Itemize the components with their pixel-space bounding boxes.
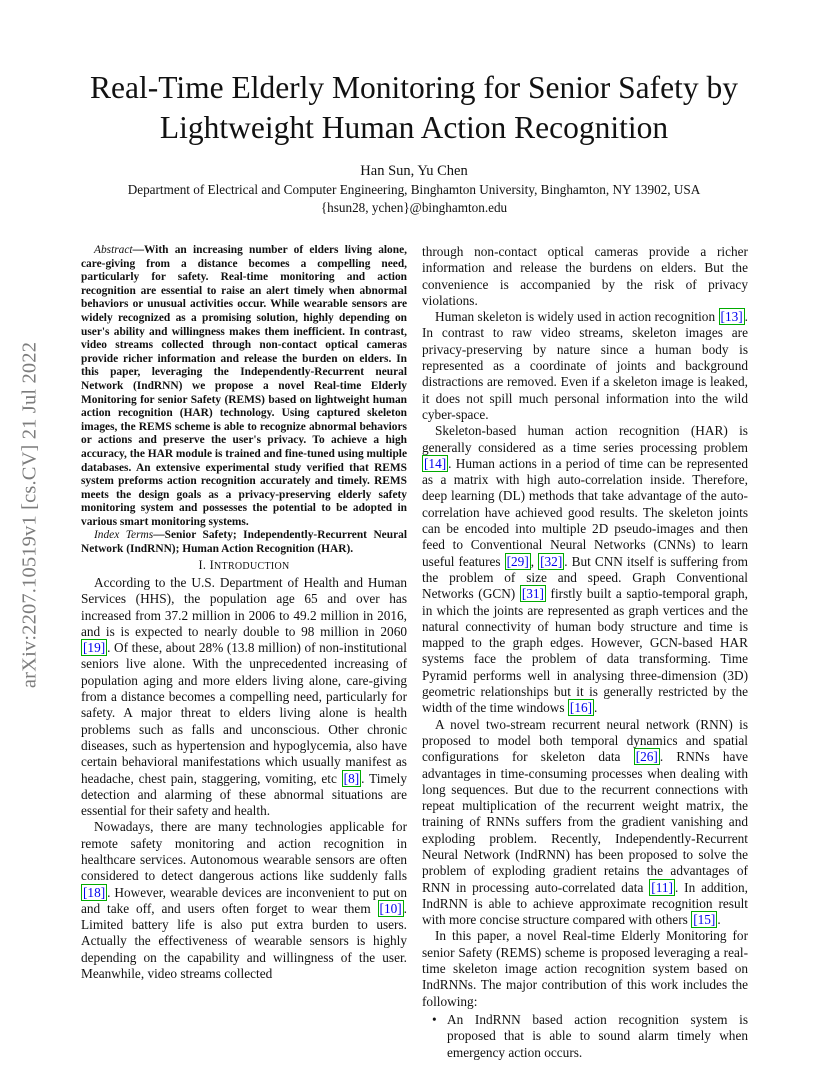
section-number: I.	[198, 557, 207, 572]
citation-link[interactable]: [8]	[343, 770, 360, 786]
authors: Han Sun, Yu Chen	[360, 163, 468, 179]
index-terms-text: —Senior Safety; Independently-Recurrent Neural Network (IndRNN); Human Action Recognition (HAR).	[81, 529, 407, 556]
section-heading	[81, 557, 407, 575]
citation-link[interactable]: [10]	[379, 900, 402, 916]
text-run: . RNNs have advantages in time-consuming processes when dealing with long sequences. But due to the recurrent connections with repeat multiplication of the recurrent weight matrix, the training of RNNs suffers from the gradient vanishing and exploding problem. Recently, Independently-Recurrent Neural Network (IndRNN) has been proposed to solve the problem of exploding gradient retains the advantages of RNN in processing auto-correlated data	[422, 749, 748, 895]
intro-paragraph-continued: through non-contact optical cameras provide a richer information and release the burdens on elders. But the convenience is accompanied by the risk of privacy violations.	[422, 244, 748, 308]
index-terms-label: Index Terms	[94, 529, 154, 542]
arxiv-stamp	[8, 300, 52, 730]
text-run: Nowadays, there are many technologies applicable for remote safety monitoring and action recognition in healthcare services. Autonomous wearable sensors are often considered to detect dangerous actions like suddenly falls	[81, 819, 407, 884]
text-run: .	[594, 700, 598, 716]
text-run: .	[717, 912, 721, 928]
text-run: . But CNN itself is suffering from the problem of size and speed. Graph Conventional Networks (GCN)	[422, 553, 748, 602]
list-item: • An IndRNN based action recognition system is proposed that is able to sound alarm timely when emergency action occurs.	[447, 1012, 748, 1061]
affiliation-block	[0, 181, 828, 217]
citation-link[interactable]: [26]	[635, 749, 658, 765]
right-column	[422, 244, 748, 1061]
citation-link[interactable]: [13]	[720, 309, 743, 325]
citation-link[interactable]: [31]	[521, 586, 544, 602]
text-run: . In contrast to raw video streams, skeleton images are privacy-preserving by nature since a human body is represented as a coordinate of joints and background distractions are removed. Even if a skeleton image is leaked, it does not spill much personal information into the wild cyber-space.	[422, 309, 748, 422]
contribution-list	[422, 1012, 748, 1061]
intro-paragraph-3	[422, 309, 748, 423]
text-run: ,	[530, 553, 539, 569]
paper-title: Real-Time Elderly Monitoring for Senior Safety by Lightweight Human Action Recognition	[90, 70, 738, 145]
index-terms	[81, 529, 407, 556]
citation-link[interactable]: [32]	[540, 553, 563, 569]
intro-paragraph-5	[422, 717, 748, 929]
text-run: Skeleton-based human action recognition (HAR) is generally considered as a time series processing problem	[422, 423, 748, 455]
text-run: A novel two-stream recurrent neural network (RNN) is proposed to model both temporal dynamics and spatial configurations for skeleton data	[422, 716, 748, 765]
citation-link[interactable]: [18]	[83, 884, 106, 900]
abstract	[81, 244, 407, 529]
affiliation: Department of Electrical and Computer Engineering, Binghamton University, Binghamton, NY 13902, USA	[127, 182, 701, 197]
text-run: . In addition, IndRNN is able to achieve approximate recognition result with more concise structure compared with others	[422, 879, 749, 928]
intro-paragraph-4	[422, 423, 748, 716]
intro-paragraph-2	[81, 819, 407, 982]
text-run: . However, wearable devices are inconvenient to put on and take off, and users often forget to wear them	[81, 884, 407, 916]
citation-link[interactable]: [29]	[506, 553, 529, 569]
left-column	[81, 244, 407, 982]
citation-link[interactable]: [15]	[693, 912, 716, 928]
citation-link[interactable]: [16]	[569, 700, 593, 716]
email: {hsun28, ychen}@binghamton.edu	[320, 200, 508, 215]
section-title: INTRODUCTION	[209, 557, 290, 572]
citation-link[interactable]: [11]	[651, 879, 673, 895]
intro-paragraph-1	[81, 575, 407, 819]
abstract-label: Abstract	[94, 244, 133, 256]
arxiv-stamp-text: arXiv:2207.10519v1 [cs.CV] 21 Jul 2022	[18, 341, 41, 689]
citation-link[interactable]: [14]	[424, 455, 447, 471]
abstract-text: —With an increasing number of elders living alone, care-giving from a distance becomes a compelling need, particularly for safety. Real-time monitoring and action recognition are essential to raise an alert timely when abnormal behaviors or unusual activities occur. While wearable sensors are widely recognized as a promising solution, highly depending on user's ability and willingness makes them inefficient. In contrast, video streams collected through non-contact optical cameras provide richer information and release the burden on elders. In this paper, leveraging the Independently-Recurrent neural Network (IndRNN) we propose a novel Real-time Elderly Monitoring for senior Safety (REMS) based on lightweight human action recognition (HAR) technology. Using captured skeleton images, the REMS scheme is able to recognize abnormal behaviors or actions and preserve the user's privacy. To achieve a high accuracy, the HAR module is trained and fine-tuned using multiple databases. An extensive experimental study verified that REMS system preforms action recognition accurately and timely. REMS meets the design goals as a privacy-preserving elderly safety monitoring system and possesses the potential to be adopted in various smart monitoring systems.	[81, 244, 407, 528]
text-run: Human skeleton is widely used in action recognition	[435, 309, 719, 325]
text-run: . Human actions in a period of time can be represented as a matrix with high auto-correlation inside. Therefore, deep learning (DL) methods that take advantage of the auto-correlation have achieved good results. The skeleton joints can be encoded into multiple 2D pseudo-images and then feed to Conventional Neural Networks (CNNs) to learn useful features	[422, 455, 748, 569]
text-run: According to the U.S. Department of Health and Human Services (HHS), the population age 65 and over has increased from 37.2 million in 2006 to 49.2 million in 2016, and is is expected to nearly double to 98 million in 2060	[81, 574, 407, 639]
text-run: firstly built a saptio-temporal graph, in which the joints are represented as graph vertices and the natural connectivity of human body structure and time is mapped to the graph edges. However, GCN-based HAR systems face the problem of data transforming. Time Pyramid performs well in analysing three-dimension (3D) geometric relationships but it is generally restricted by the width of the time windows	[422, 586, 748, 716]
citation-link[interactable]: [19]	[83, 640, 106, 656]
intro-paragraph-6: In this paper, a novel Real-time Elderly Monitoring for senior Safety (REMS) scheme is proposed leveraging a real-time skeleton image action recognition system based on IndRNNs. The major contribution of this work includes the following:	[422, 928, 748, 1009]
text-run: . Of these, about 28% (13.8 million) of non-institutional seniors live alone. With the unprecedented increasing of population aging and more elders living alone, care-giving from a distance becomes a compelling need, particularly for safety. A major threat to elders living alone is health problems such as falls and unconscious. Other chronic diseases, such as hypertension and hypoglycemia, also have certain behavioral manifestations which usually manifest as headache, chest pain, staggering, vomiting, etc	[81, 640, 407, 786]
text-run: . Limited battery life is also put extra burden to users. Actually the effectiveness of wearable sensors is highly depending on the capability and willingness of the user. Meanwhile, video streams collected	[81, 900, 407, 982]
text-run: . Timely detection and alarming of these abnormal situations are essential for their safety and health.	[81, 770, 407, 819]
